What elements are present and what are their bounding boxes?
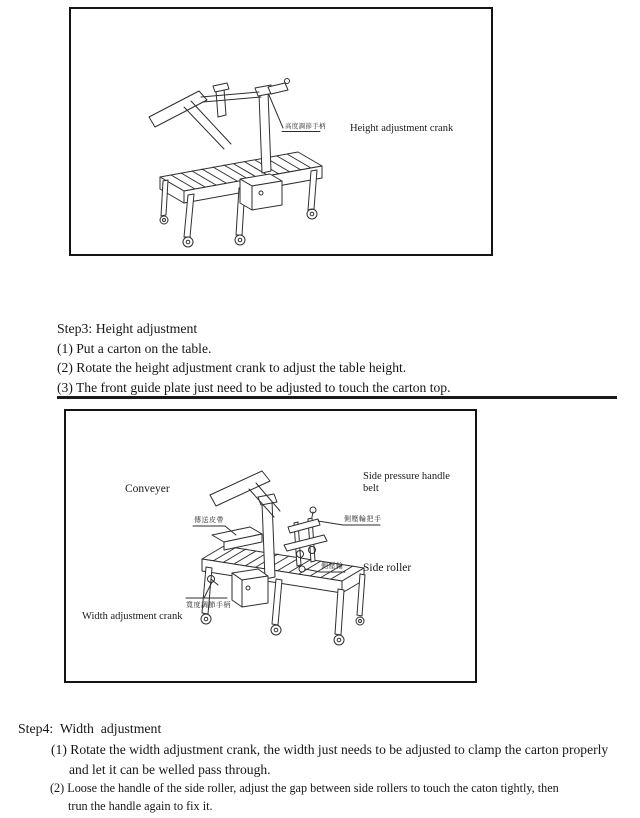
label-side-roller-handle-zh: 側壓輪把手: [344, 515, 382, 523]
folded-arm: [149, 91, 261, 149]
step3-item-3: (3) The front guide plate just need to be adjusted to touch the carton top.: [57, 380, 451, 396]
label-belt-zh: 傳送皮帶: [194, 516, 224, 524]
step3-title: Step3: Height adjustment: [57, 321, 198, 336]
label-width-crank-en: Width adjustment crank: [82, 611, 183, 622]
step3-section: [57, 319, 450, 398]
control-box: [240, 174, 282, 210]
belt-unit: [212, 527, 262, 550]
figure-box-width-adjustment: [64, 409, 477, 683]
step4-item-1-line-2: and let it can be welled pass through.: [69, 762, 271, 777]
step3-item-2: (2) Rotate the height adjustment crank to adjust the table height.: [57, 360, 407, 376]
step4-item-2-line-2: trun the handle again to fix it.: [68, 799, 213, 813]
label-side-roller-zh: 側壓輪: [321, 562, 344, 570]
label-height-crank-zh: 高度調節手柄: [285, 123, 326, 130]
label-conveyer: Conveyer: [125, 483, 170, 495]
step4-item-2-line-1: (2) Loose the handle of the side roller, adjust the gap between side rollers to touch the caton tightly, then: [50, 781, 559, 795]
step3-item-1: (1) Put a carton on the table.: [57, 340, 212, 356]
label-side-pressure-handle-belt: Side pressure handle belt: [363, 471, 450, 494]
machine-diagram-width-adjustment: [66, 411, 475, 681]
section-divider: [57, 396, 617, 399]
figure-box-height-adjustment: [69, 7, 493, 256]
step4-title: Step4: Width adjustment: [18, 721, 162, 736]
label-width-crank-zh: 寬度調節手柄: [186, 601, 231, 609]
label-height-crank-en: Height adjustment crank: [350, 123, 454, 134]
side-roller-handle-leader-line: [318, 521, 343, 525]
label-side-roller-en: Side roller: [363, 562, 412, 574]
step4-item-1-line-1: (1) Rotate the width adjustment crank, the width just needs to be adjusted to clamp the carton properly: [51, 742, 609, 757]
